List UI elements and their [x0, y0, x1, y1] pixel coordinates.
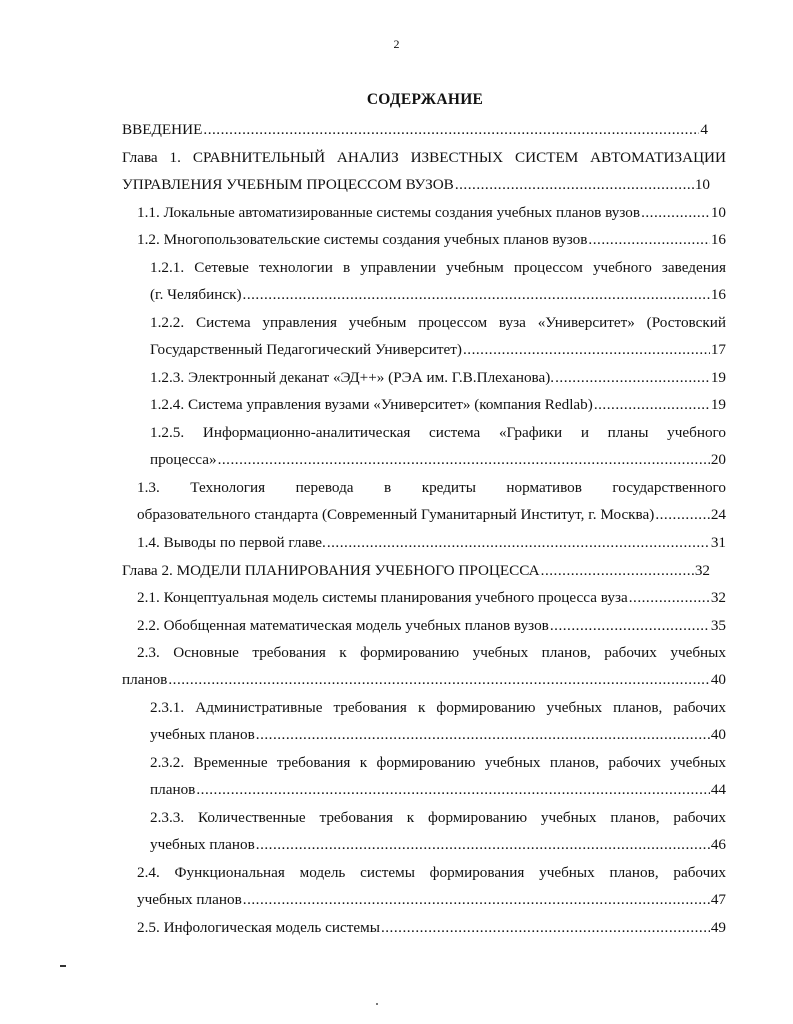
toc-leader — [381, 914, 710, 941]
toc-entry-1-2-3 — [150, 364, 726, 391]
toc-leader — [256, 831, 710, 858]
toc-entry-2-5 — [137, 914, 726, 941]
toc-entry-ch2 — [122, 557, 710, 584]
toc-leader — [203, 116, 699, 143]
toc-entry-ch1-cont — [122, 171, 710, 198]
toc-entry-1-2-5-cont — [150, 446, 726, 473]
toc-page: 16 — [710, 286, 726, 303]
toc-leader — [218, 446, 710, 473]
toc-page: 10 — [710, 204, 726, 221]
toc-page: 49 — [710, 919, 726, 936]
toc-entry-1-3: 1.3. Технология перевода в кредиты нормативов государственного — [137, 479, 726, 496]
toc-entry-1-2-1-cont — [150, 281, 726, 308]
toc-entry-text: планов — [122, 671, 168, 688]
toc-entry-text: 2.5. Инфологическая модель системы — [137, 919, 380, 936]
toc-entry-text: планов — [150, 781, 196, 798]
toc-page: 32 — [710, 589, 726, 606]
toc-page: 47 — [710, 891, 726, 908]
toc-entry-text: учебных планов — [137, 891, 242, 908]
toc-entry-2-4: 2.4. Функциональная модель системы формирования учебных планов, рабочих — [137, 864, 726, 881]
toc-entry-2-1 — [137, 584, 726, 611]
toc-page: 17 — [710, 341, 726, 358]
toc-entry-text: 1.1. Локальные автоматизированные системы создания учебных планов вузов — [137, 204, 641, 221]
toc-leader — [168, 666, 709, 693]
toc-entry-text: 2.2. Обобщенная математическая модель учебных планов вузов — [137, 617, 549, 634]
toc-leader — [641, 199, 710, 226]
toc-leader — [629, 584, 710, 611]
toc-entry-1-2-1: 1.2.1. Сетевые технологии в управлении учебным процессом учебного заведения — [150, 259, 726, 276]
toc-leader — [243, 886, 710, 913]
toc-entry-2-2 — [137, 612, 726, 639]
toc-entry-2-4-cont — [137, 886, 726, 913]
toc-entry-1-2-5: 1.2.5. Информационно-аналитическая система «Графики и планы учебного — [150, 424, 726, 441]
toc-entry-text: ВВЕДЕНИЕ — [122, 121, 203, 138]
toc-page: 16 — [710, 231, 726, 248]
toc-entry-1-2-2: 1.2.2. Система управления учебным процессом вуза «Университет» (Ростовский — [150, 314, 726, 331]
toc-entry-intro — [122, 116, 708, 143]
scan-speck — [376, 1003, 378, 1005]
toc-leader — [256, 721, 710, 748]
page-number: 2 — [393, 37, 400, 51]
toc-entry-2-3-3-cont — [150, 831, 726, 858]
toc-entry-text: учебных планов — [150, 836, 255, 853]
toc-page: 32 — [694, 562, 710, 579]
toc-entry-text: 1.2. Многопользовательские системы создания учебных планов вузов — [137, 231, 588, 248]
toc-leader — [463, 336, 710, 363]
toc-entry-2-3: 2.3. Основные требования к формированию учебных планов, рабочих учебных — [137, 644, 726, 661]
toc-page: 4 — [700, 121, 708, 138]
toc-leader — [550, 612, 710, 639]
toc-entry-text: 1.2.4. Система управления вузами «Университет» (компания Redlab) — [150, 396, 593, 413]
toc-entry-1-2 — [137, 226, 726, 253]
toc-page: 31 — [710, 534, 726, 551]
toc-leader — [594, 391, 710, 418]
toc-page: 19 — [710, 369, 726, 386]
toc-entry-text: 1.4. Выводы по первой главе. — [137, 534, 326, 551]
toc-leader — [196, 776, 709, 803]
toc-page: 24 — [710, 506, 726, 523]
toc-leader — [655, 501, 709, 528]
toc-entry-text: (г. Челябинск) — [150, 286, 242, 303]
toc-entry-1-1 — [137, 199, 726, 226]
toc-entry-ch1: Глава 1. СРАВНИТЕЛЬНЫЙ АНАЛИЗ ИЗВЕСТНЫХ СИСТЕМ АВТОМАТИЗАЦИИ — [122, 149, 726, 166]
toc-leader — [555, 364, 710, 391]
toc-entry-2-3-1: 2.3.1. Административные требования к формированию учебных планов, рабочих — [150, 699, 726, 716]
toc-page: 35 — [710, 617, 726, 634]
toc-entry-1-2-4 — [150, 391, 726, 418]
toc-page: 44 — [710, 781, 726, 798]
toc-page: 40 — [710, 726, 726, 743]
toc-entry-text: Государственный Педагогический Университет) — [150, 341, 462, 358]
toc-entry-text: 1.2.3. Электронный деканат «ЭД++» (РЭА им. Г.В.Плеханова). — [150, 369, 555, 386]
toc-entry-text: Глава 2. МОДЕЛИ ПЛАНИРОВАНИЯ УЧЕБНОГО ПРОЦЕССА — [122, 562, 540, 579]
toc-leader — [243, 281, 710, 308]
toc-entry-2-3-3: 2.3.3. Количественные требования к формированию учебных планов, рабочих — [150, 809, 726, 826]
toc-entry-text: учебных планов — [150, 726, 255, 743]
toc-leader — [455, 171, 694, 198]
toc-entry-2-3-cont — [122, 666, 726, 693]
toc-entry-2-3-2-cont — [150, 776, 726, 803]
toc-entry-1-3-cont — [137, 501, 726, 528]
toc-page: 19 — [710, 396, 726, 413]
toc-leader — [327, 529, 710, 556]
toc-page: 20 — [710, 451, 726, 468]
toc-entry-1-4 — [137, 529, 726, 556]
scan-mark — [60, 965, 66, 967]
toc-title: СОДЕРЖАНИЕ — [366, 91, 484, 108]
toc-page: 10 — [694, 176, 710, 193]
toc-leader — [541, 557, 694, 584]
toc-entry-text: 2.1. Концептуальная модель системы планирования учебного процесса вуза — [137, 589, 628, 606]
toc-entry-text: образовательного стандарта (Современный Гуманитарный Институт, г. Москва) — [137, 506, 655, 523]
toc-entry-2-3-2: 2.3.2. Временные требования к формированию учебных планов, рабочих учебных — [150, 754, 726, 771]
toc-page: 46 — [710, 836, 726, 853]
toc-entry-1-2-2-cont — [150, 336, 726, 363]
toc-entry-2-3-1-cont — [150, 721, 726, 748]
toc-entry-text: УПРАВЛЕНИЯ УЧЕБНЫМ ПРОЦЕССОМ ВУЗОВ — [122, 176, 454, 193]
toc-leader — [588, 226, 709, 253]
toc-page: 40 — [710, 671, 726, 688]
toc-entry-text: процесса» — [150, 451, 217, 468]
